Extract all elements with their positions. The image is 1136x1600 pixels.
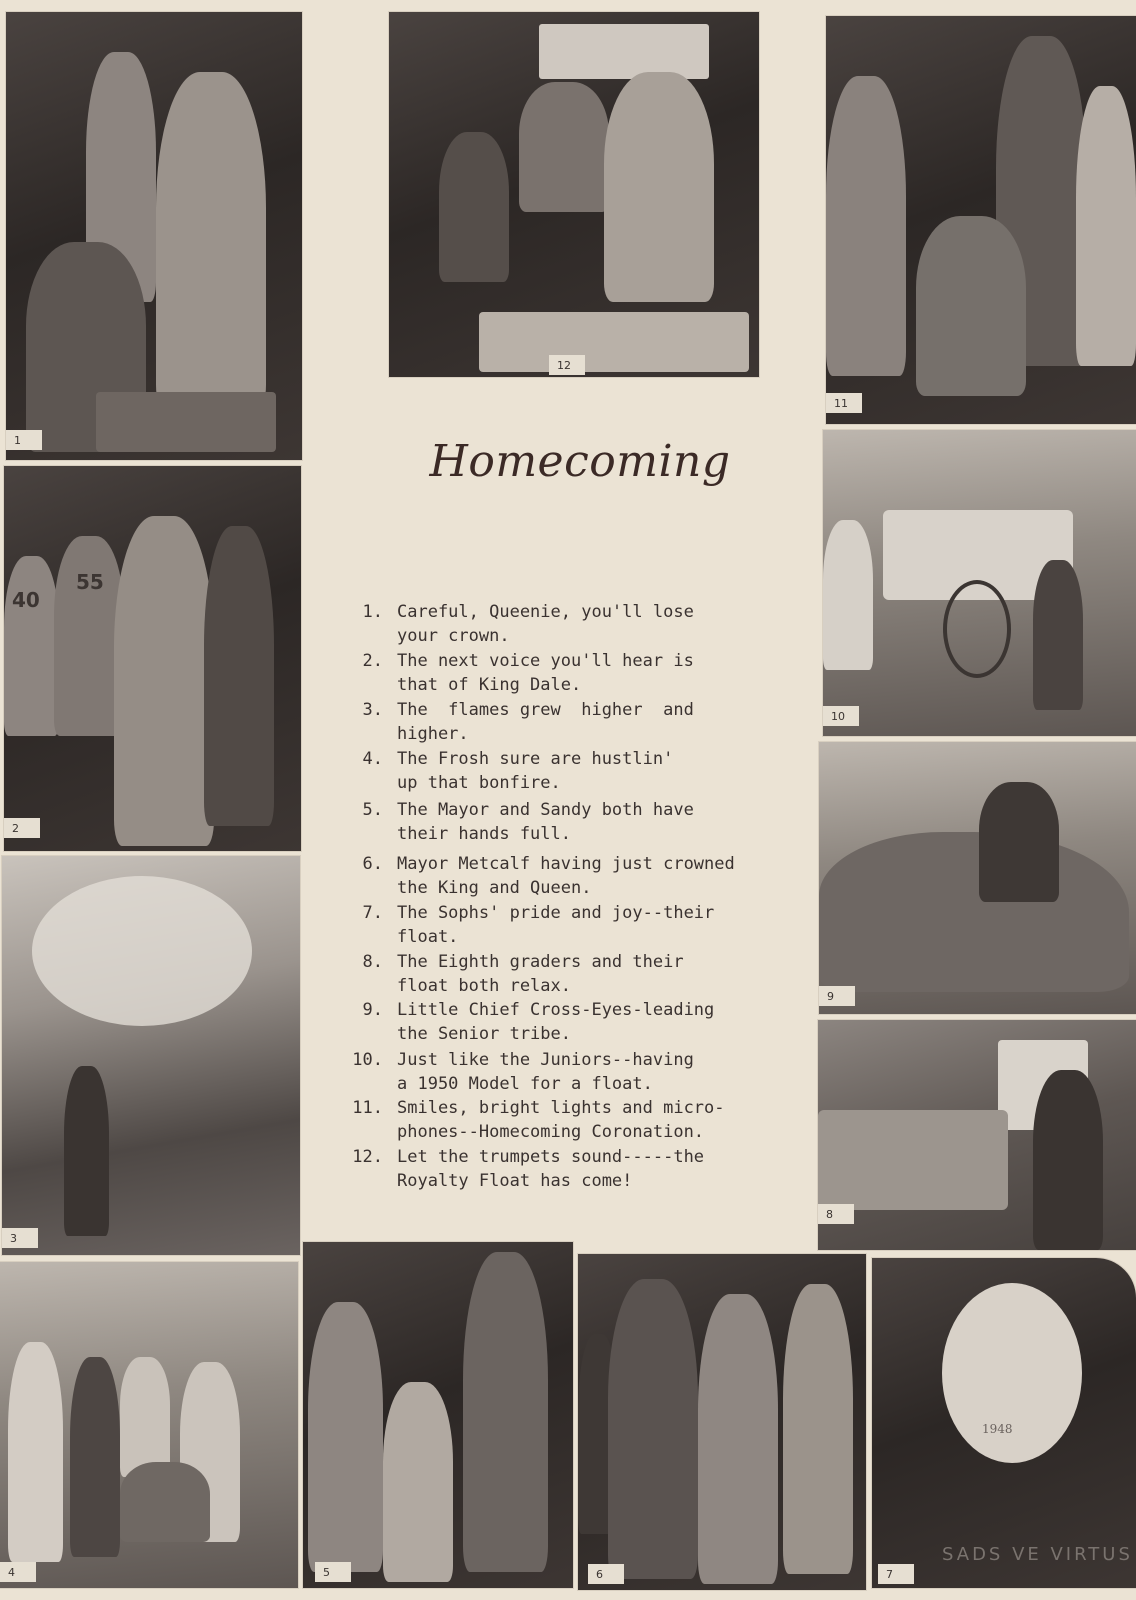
caption-text: Little Chief Cross-Eyes-leading the Senior tribe. bbox=[397, 1000, 715, 1044]
photo-figure bbox=[519, 82, 609, 212]
photo-number: 7 bbox=[878, 1564, 914, 1584]
photo-10 bbox=[823, 430, 1136, 736]
caption-number: 9. bbox=[362, 1000, 383, 1020]
photo-number: 9 bbox=[819, 986, 855, 1006]
photo-number: 11 bbox=[826, 393, 862, 413]
photo-figure bbox=[818, 1110, 1008, 1210]
photo-figure bbox=[439, 132, 509, 282]
photo-number: 4 bbox=[0, 1562, 36, 1582]
photo-figure bbox=[32, 876, 252, 1026]
photo-figure bbox=[204, 526, 274, 826]
caption-text: The next voice you'll hear is that of King Dale. bbox=[397, 651, 694, 695]
photo-figure bbox=[604, 72, 714, 302]
photo-figure bbox=[120, 1462, 210, 1542]
photo-figure bbox=[979, 782, 1059, 902]
photo-11 bbox=[826, 16, 1136, 424]
photo-figure bbox=[114, 516, 214, 846]
photo-9 bbox=[819, 742, 1136, 1014]
photo-2 bbox=[4, 466, 301, 851]
caption-text: Smiles, bright lights and micro- phones--Homecoming Coronation. bbox=[397, 1098, 725, 1142]
caption-number: 7. bbox=[362, 903, 383, 923]
photo-5 bbox=[303, 1242, 573, 1588]
caption-text: The Sophs' pride and joy--their float. bbox=[397, 903, 715, 947]
photo-figure bbox=[96, 392, 276, 452]
photo-number: 5 bbox=[315, 1562, 351, 1582]
photo-number: 6 bbox=[588, 1564, 624, 1584]
caption-number: 4. bbox=[362, 749, 383, 769]
photo-figure bbox=[463, 1252, 548, 1572]
caption-number: 3. bbox=[362, 700, 383, 720]
photo-figure bbox=[1076, 86, 1136, 366]
photo-figure bbox=[916, 216, 1026, 396]
jersey-number-40: 40 bbox=[12, 588, 40, 612]
float-circle bbox=[942, 1283, 1082, 1463]
caption-number: 8. bbox=[362, 952, 383, 972]
photo-figure bbox=[539, 24, 709, 79]
page-title: Homecoming bbox=[429, 436, 731, 487]
caption-text: Mayor Metcalf having just crowned the King and Queen. bbox=[397, 854, 735, 898]
caption-number: 1. bbox=[362, 602, 383, 622]
photo-figure bbox=[826, 76, 906, 376]
photo-figure bbox=[1033, 560, 1083, 710]
photo-figure bbox=[8, 1342, 63, 1562]
caption-number: 12. bbox=[352, 1147, 383, 1167]
photo-figure bbox=[698, 1294, 778, 1584]
photo-figure bbox=[156, 72, 266, 412]
float-banner: SADS VE VIRTUS bbox=[942, 1544, 1133, 1565]
caption-text: Let the trumpets sound-----the Royalty Float has come! bbox=[397, 1147, 705, 1191]
photo-figure bbox=[783, 1284, 853, 1574]
photo-12 bbox=[389, 12, 759, 377]
photo-figure bbox=[120, 1357, 170, 1477]
photo-number: 2 bbox=[4, 818, 40, 838]
caption-number: 11. bbox=[352, 1098, 383, 1118]
caption-text: The Mayor and Sandy both have their hands full. bbox=[397, 800, 694, 844]
photo-figure bbox=[608, 1279, 698, 1579]
caption-number: 10. bbox=[352, 1050, 383, 1070]
caption-number: 5. bbox=[362, 800, 383, 820]
photo-figure bbox=[383, 1382, 453, 1582]
photo-3 bbox=[2, 856, 300, 1255]
float-year: 1948 bbox=[982, 1422, 1013, 1436]
jersey-player bbox=[4, 556, 59, 736]
photo-figure bbox=[64, 1066, 109, 1236]
photo-8 bbox=[818, 1020, 1136, 1250]
caption-number: 6. bbox=[362, 854, 383, 874]
car-body bbox=[819, 832, 1129, 992]
caption-number: 2. bbox=[362, 651, 383, 671]
photo-figure bbox=[823, 520, 873, 670]
photo-number: 12 bbox=[549, 355, 585, 375]
jersey-number-55: 55 bbox=[76, 570, 104, 594]
photo-figure bbox=[70, 1357, 120, 1557]
photo-number: 8 bbox=[818, 1204, 854, 1224]
caption-text: Just like the Juniors--having a 1950 Model for a float. bbox=[397, 1050, 694, 1094]
photo-number: 3 bbox=[2, 1228, 38, 1248]
photo-7 bbox=[872, 1258, 1136, 1588]
wagon-wheel bbox=[943, 580, 1011, 678]
photo-figure bbox=[1033, 1070, 1103, 1250]
caption-text: The Eighth graders and their float both relax. bbox=[397, 952, 684, 996]
photo-number: 1 bbox=[6, 430, 42, 450]
caption-text: Careful, Queenie, you'll lose your crown. bbox=[397, 602, 694, 646]
photo-number: 10 bbox=[823, 706, 859, 726]
photo-figure bbox=[479, 312, 749, 372]
caption-text: The Frosh sure are hustlin' up that bonfire. bbox=[397, 749, 674, 793]
photo-1 bbox=[6, 12, 302, 460]
photo-6 bbox=[578, 1254, 866, 1590]
photo-4 bbox=[0, 1262, 298, 1588]
photo-figure bbox=[308, 1302, 383, 1572]
caption-text: The flames grew higher and higher. bbox=[397, 700, 694, 744]
